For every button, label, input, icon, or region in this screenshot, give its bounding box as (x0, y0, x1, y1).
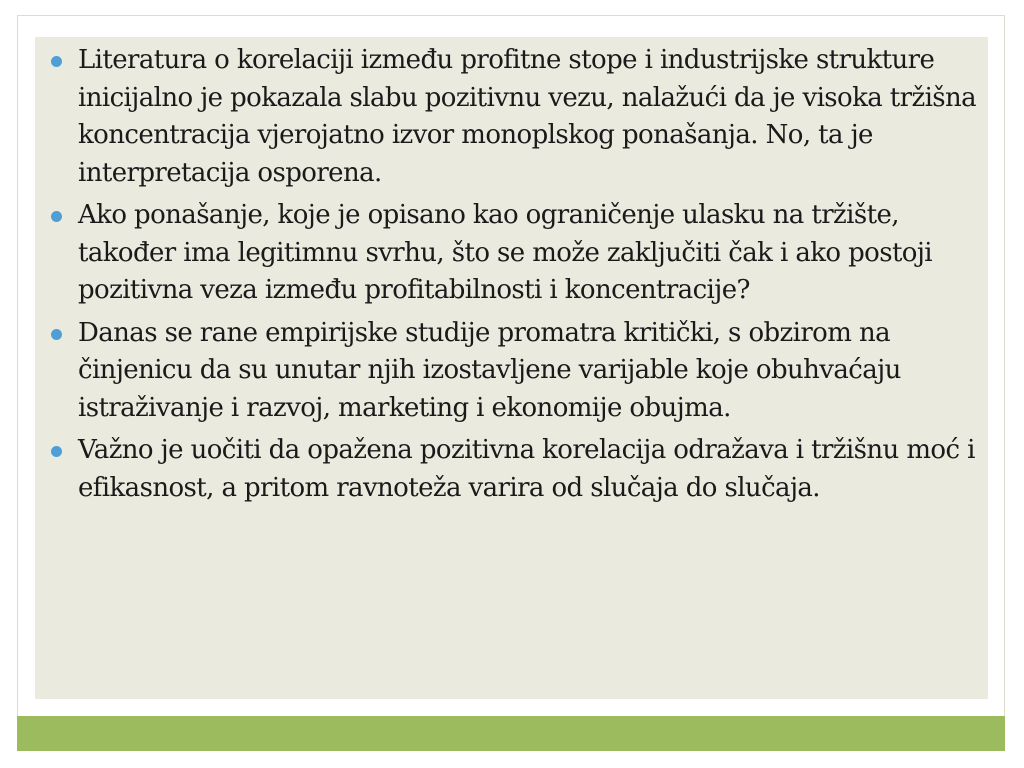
bullet-item (78, 432, 983, 507)
bullet-text: Važno je uočiti da opažena pozitivna korelacija odražava i tržišnu moć i efikasnost, a pritom ravnoteža varira od slučaja do slučaja. (78, 435, 975, 503)
bullet-item (78, 42, 983, 192)
bullet-text: Ako ponašanje, koje je opisano kao ograničenje ulasku na tržište, također ima legitimnu svrhu, što se može zaključiti čak i ako postoji pozitivna veza između profitabilnosti i koncentracije? (78, 200, 933, 305)
bullet-item (78, 197, 983, 310)
bullet-dot-icon (51, 56, 62, 67)
bullet-dot-icon (51, 446, 62, 457)
bullet-text: Danas se rane empirijske studije promatra kritički, s obzirom na činjenicu da su unutar njih izostavljene varijable koje obuhvaćaju istraživanje i razvoj, marketing i ekonomije obujma. (78, 317, 901, 423)
bullet-text: Literatura o korelaciji između profitne stope i industrijske strukture inicijalno je pokazala slabu pozitivnu vezu, nalažući da je visoka tržišna koncentracija vjerojatno izvor monoplskog ponašanja. No, ta je interpretacija osporena. (78, 45, 977, 188)
bullet-item (78, 315, 983, 428)
bullet-list (78, 42, 983, 512)
bullet-dot-icon (51, 211, 62, 222)
footer-accent-bar (17, 716, 1005, 751)
bullet-dot-icon (51, 329, 62, 340)
